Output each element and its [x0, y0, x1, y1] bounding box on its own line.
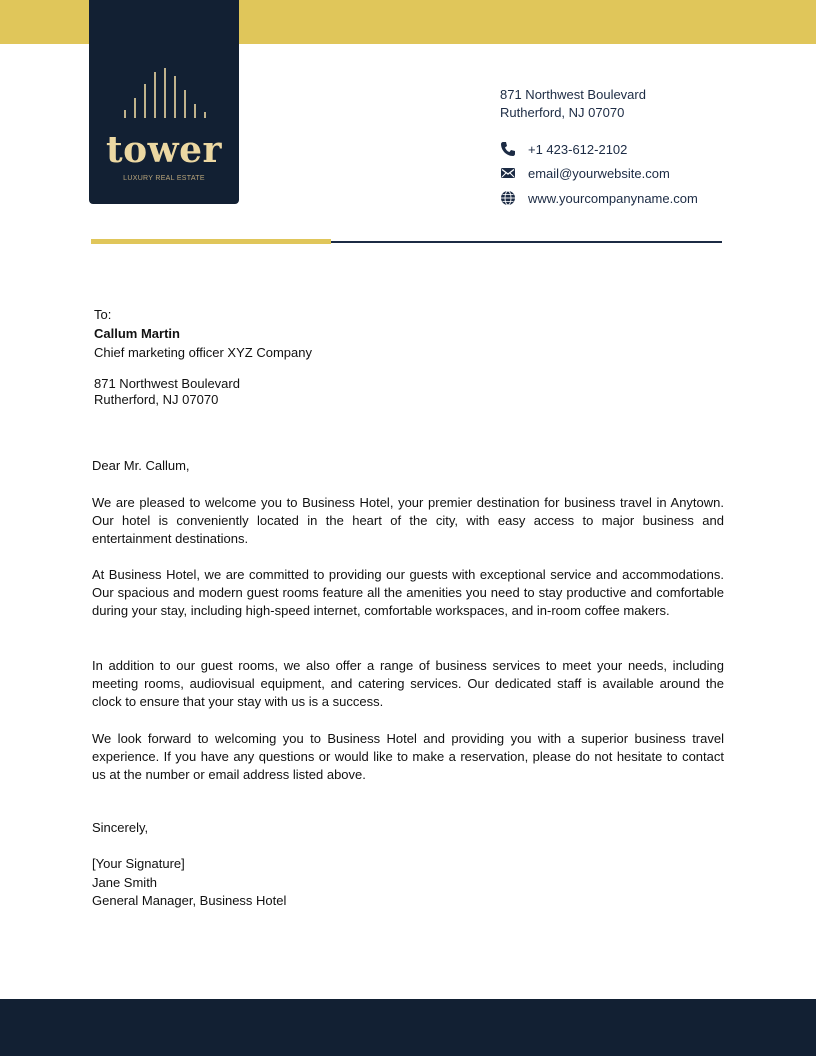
logo-wordmark: tower [105, 129, 222, 171]
signer-name: Jane Smith [92, 875, 158, 890]
closing: Sincerely, [92, 820, 149, 835]
recipient-block [94, 305, 312, 362]
phone-icon [500, 141, 516, 157]
logo [89, 0, 239, 204]
tower-lines-icon [89, 0, 239, 140]
signature-placeholder: [Your Signature] [92, 856, 185, 871]
phone-number[interactable]: +1 423-612-2102 [528, 141, 628, 157]
recipient-name: Callum Martin [94, 326, 180, 341]
logo-tagline: LUXURY REAL ESTATE [123, 175, 205, 182]
contact-phone [500, 139, 627, 159]
to-label: To: [94, 307, 112, 322]
signer-title: General Manager, Business Hotel [92, 893, 287, 908]
globe-icon [500, 190, 516, 206]
recipient-address [94, 376, 240, 408]
divider-gold [91, 239, 331, 244]
website-link[interactable]: www.yourcompanyname.com [528, 190, 698, 206]
footer-bar [0, 999, 816, 1056]
sender-address-line2: Rutherford, NJ 07070 [500, 105, 625, 120]
mail-icon [500, 165, 516, 181]
body-paragraph-3: In addition to our guest rooms, we also offer a range of business services to meet your needs, including meeting rooms, audiovisual equipment, and catering services. Our dedicated staff is available around the clock to ensure that your stay with us is a success. [92, 658, 724, 710]
contact-website [500, 188, 698, 208]
contact-email [500, 163, 670, 183]
salutation: Dear Mr. Callum, [92, 458, 190, 473]
sender-address-line1: 871 Northwest Boulevard [500, 87, 646, 102]
body-paragraph-1: We are pleased to welcome you to Business Hotel, your premier destination for business travel in Anytown. Our hotel is conveniently located in the heart of the city, with easy access to major business and entertainment destinations. [92, 495, 724, 547]
sender-address [500, 86, 646, 122]
body-paragraph-4: We look forward to welcoming you to Business Hotel and providing you with a superior business travel experience. If you have any questions or would like to make a reservation, please do not hesitate to contact us at the number or email address listed above. [92, 731, 724, 783]
divider-navy [331, 241, 722, 243]
recipient-address-line1: 871 Northwest Boulevard [94, 376, 240, 391]
email-link[interactable]: email@yourwebsite.com [528, 165, 670, 181]
recipient-title: Chief marketing officer XYZ Company [94, 345, 312, 360]
body-paragraph-2: At Business Hotel, we are committed to providing our guests with exceptional service and accommodations. Our spacious and modern guest rooms feature all the amenities you need to stay productive and comfortable during your stay, including high-speed internet, comfortable workspaces, and in-room coffee makers. [92, 567, 724, 619]
recipient-address-line2: Rutherford, NJ 07070 [94, 392, 219, 407]
